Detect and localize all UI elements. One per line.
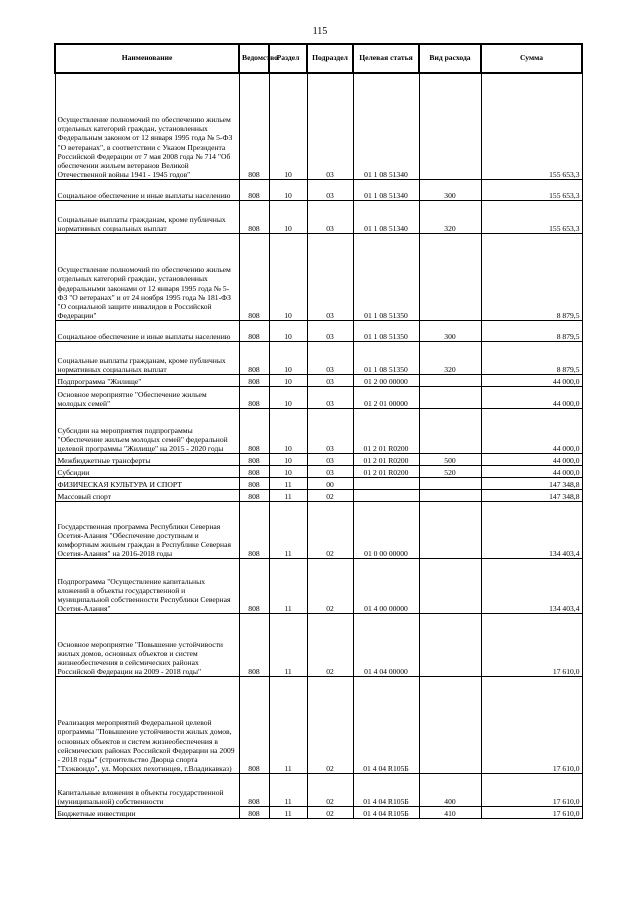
row-target: 01 4 04 R105Б [353, 677, 419, 774]
row-subsection: 02 [307, 677, 353, 774]
budget-table [54, 43, 583, 819]
table-row [55, 614, 582, 677]
column-header-dept: Ведомство [239, 44, 269, 73]
table-row [55, 454, 582, 466]
row-sum: 8 879,5 [481, 234, 582, 321]
row-subsection: 03 [307, 454, 353, 466]
row-sum: 155 653,3 [481, 73, 582, 180]
row-name: Реализация мероприятий Федеральной целевой программы "Повышение устойчивости жилых домов, основных объектов и систем жизнеобеспечения в сейсмических районах Российской Федерации на 2009 - 2018 годы" (строительство Дворца спорта "Тхэквондо", ул. Морских пехотинцев, г.Владикавказ) [55, 677, 239, 774]
row-target: 01 2 01 R0200 [353, 466, 419, 478]
row-dept: 808 [239, 375, 269, 387]
row-type: 300 [419, 321, 481, 342]
row-name: Бюджетные инвестиции [55, 807, 239, 819]
row-target: 01 1 08 51340 [353, 180, 419, 201]
row-sum: 44 000,0 [481, 387, 582, 409]
row-type [419, 478, 481, 490]
row-section: 10 [269, 234, 307, 321]
table-row [55, 73, 582, 180]
row-type: 320 [419, 201, 481, 234]
row-dept: 808 [239, 490, 269, 502]
table-row [55, 774, 582, 807]
row-target: 01 1 08 51340 [353, 73, 419, 180]
row-type: 320 [419, 342, 481, 375]
row-subsection: 03 [307, 201, 353, 234]
row-target [353, 490, 419, 502]
row-target: 01 1 08 51340 [353, 201, 419, 234]
column-header-section: Раздел [269, 44, 307, 73]
row-type [419, 559, 481, 614]
row-section: 10 [269, 466, 307, 478]
table-header-row [55, 44, 582, 73]
row-name: Субсидии [55, 466, 239, 478]
table-row [55, 342, 582, 375]
row-section: 11 [269, 478, 307, 490]
row-section: 10 [269, 342, 307, 375]
page-number: 115 [312, 26, 328, 37]
column-header-subsection: Подраздел [307, 44, 353, 73]
table-row [55, 559, 582, 614]
row-section: 11 [269, 807, 307, 819]
row-subsection: 00 [307, 478, 353, 490]
row-section: 10 [269, 180, 307, 201]
row-sum: 155 653,3 [481, 180, 582, 201]
row-type [419, 234, 481, 321]
row-dept: 808 [239, 677, 269, 774]
row-type [419, 375, 481, 387]
row-subsection: 03 [307, 180, 353, 201]
row-subsection: 02 [307, 502, 353, 559]
table-row [55, 180, 582, 201]
row-target: 01 0 00 00000 [353, 502, 419, 559]
table-row [55, 677, 582, 774]
row-dept: 808 [239, 73, 269, 180]
table-row [55, 478, 582, 490]
row-section: 11 [269, 559, 307, 614]
row-section: 10 [269, 409, 307, 454]
row-subsection: 02 [307, 559, 353, 614]
row-dept: 808 [239, 502, 269, 559]
row-type [419, 614, 481, 677]
row-sum: 17 610,0 [481, 614, 582, 677]
row-name: Капитальные вложения в объекты государственной (муниципальной) собственности [55, 774, 239, 807]
row-sum: 8 879,5 [481, 342, 582, 375]
row-target: 01 4 00 00000 [353, 559, 419, 614]
row-sum: 134 403,4 [481, 559, 582, 614]
row-section: 10 [269, 454, 307, 466]
row-subsection: 03 [307, 466, 353, 478]
row-name: Социальное обеспечение и иные выплаты населению [55, 180, 239, 201]
row-type: 520 [419, 466, 481, 478]
column-header-name: Наименование [55, 44, 239, 73]
row-name: Государственная программа Республики Северная Осетия-Алания "Обеспечение доступным и комфортным жильем граждан в Республике Северная Осетия-Алания" на 2016-2018 годы [55, 502, 239, 559]
table-row [55, 807, 582, 819]
row-type [419, 677, 481, 774]
table-row [55, 466, 582, 478]
row-subsection: 02 [307, 774, 353, 807]
row-type: 410 [419, 807, 481, 819]
row-dept: 808 [239, 454, 269, 466]
row-name: Межбюджетные трансферты [55, 454, 239, 466]
table-row [55, 409, 582, 454]
row-target: 01 1 08 51350 [353, 234, 419, 321]
row-name: Социальное обеспечение и иные выплаты населению [55, 321, 239, 342]
row-sum: 155 653,3 [481, 201, 582, 234]
row-sum: 134 403,4 [481, 502, 582, 559]
row-target: 01 4 04 R105Б [353, 774, 419, 807]
row-section: 10 [269, 387, 307, 409]
row-dept: 808 [239, 559, 269, 614]
row-dept: 808 [239, 614, 269, 677]
row-name: Осуществление полномочий по обеспечению жильем отдельных категорий граждан, установленных Федеральным законом от 12 января 1995 года № 5-ФЗ "О ветеранах", в соответствии с Указом Президента Российской Федерации от 7 мая 2008 года № 714 "Об обеспечении жильем ветеранов Великой Отечественной войны 1941 - 1945 годов" [55, 73, 239, 180]
row-sum: 44 000,0 [481, 375, 582, 387]
row-sum: 44 000,0 [481, 454, 582, 466]
row-subsection: 03 [307, 321, 353, 342]
row-sum: 17 610,0 [481, 807, 582, 819]
column-header-type: Вид расхода [419, 44, 481, 73]
column-header-target: Целевая статья [353, 44, 419, 73]
row-name: Субсидии на мероприятия подпрограммы "Обеспечение жильем молодых семей" федеральной целевой программы "Жилище" на 2015 - 2020 годы [55, 409, 239, 454]
row-dept: 808 [239, 774, 269, 807]
row-sum: 44 000,0 [481, 409, 582, 454]
row-name: Социальные выплаты гражданам, кроме публичных нормативных социальных выплат [55, 342, 239, 375]
row-section: 10 [269, 73, 307, 180]
row-subsection: 03 [307, 342, 353, 375]
row-subsection: 02 [307, 490, 353, 502]
row-dept: 808 [239, 342, 269, 375]
row-dept: 808 [239, 409, 269, 454]
row-sum: 147 348,8 [481, 490, 582, 502]
row-name: Осуществление полномочий по обеспечению жильем отдельных категорий граждан, установленных федеральными законами от 12 января 1995 года № 5-ФЗ "О ветеранах" и от 24 ноября 1995 года № 181-ФЗ "О социальной защите инвалидов в Российской Федерации" [55, 234, 239, 321]
row-target: 01 4 04 R105Б [353, 807, 419, 819]
row-dept: 808 [239, 478, 269, 490]
row-subsection: 03 [307, 387, 353, 409]
row-type: 300 [419, 180, 481, 201]
row-type [419, 490, 481, 502]
row-section: 11 [269, 614, 307, 677]
row-target: 01 2 01 R0200 [353, 409, 419, 454]
row-target: 01 2 00 00000 [353, 375, 419, 387]
column-header-sum: Сумма [481, 44, 582, 73]
row-sum: 17 610,0 [481, 774, 582, 807]
row-target: 01 1 08 51350 [353, 342, 419, 375]
row-sum: 147 348,8 [481, 478, 582, 490]
row-name: Массовый спорт [55, 490, 239, 502]
row-target: 01 2 01 00000 [353, 387, 419, 409]
row-dept: 808 [239, 807, 269, 819]
table-row [55, 234, 582, 321]
row-dept: 808 [239, 234, 269, 321]
row-name: Основное мероприятие "Обеспечение жильем молодых семей" [55, 387, 239, 409]
table-row [55, 375, 582, 387]
row-sum: 8 879,5 [481, 321, 582, 342]
row-section: 10 [269, 375, 307, 387]
row-type [419, 502, 481, 559]
row-target: 01 4 04 00000 [353, 614, 419, 677]
table-row [55, 201, 582, 234]
table-row [55, 321, 582, 342]
row-section: 11 [269, 774, 307, 807]
table-body [55, 73, 582, 819]
row-section: 10 [269, 321, 307, 342]
row-subsection: 03 [307, 234, 353, 321]
row-subsection: 03 [307, 73, 353, 180]
row-type: 500 [419, 454, 481, 466]
row-subsection: 02 [307, 614, 353, 677]
row-dept: 808 [239, 180, 269, 201]
row-target [353, 478, 419, 490]
row-name: Социальные выплаты гражданам, кроме публичных нормативных социальных выплат [55, 201, 239, 234]
row-name: Подпрограмма "Осуществление капитальных вложений в объекты государственной и муниципальной собственности Республики Северная Осетия-Алания" [55, 559, 239, 614]
row-dept: 808 [239, 466, 269, 478]
row-section: 11 [269, 677, 307, 774]
row-target: 01 2 01 R0200 [353, 454, 419, 466]
row-sum: 17 610,0 [481, 677, 582, 774]
row-dept: 808 [239, 201, 269, 234]
row-section: 10 [269, 201, 307, 234]
row-dept: 808 [239, 387, 269, 409]
row-sum: 44 000,0 [481, 466, 582, 478]
row-type [419, 387, 481, 409]
row-type: 400 [419, 774, 481, 807]
row-name: Основное мероприятие "Повышение устойчивости жилых домов, основных объектов и систем жизнеобеспечения в сейсмических районах Российской Федерации на 2009 - 2018 годы" [55, 614, 239, 677]
row-name: ФИЗИЧЕСКАЯ КУЛЬТУРА И СПОРТ [55, 478, 239, 490]
table-row [55, 387, 582, 409]
row-subsection: 02 [307, 807, 353, 819]
table-row [55, 490, 582, 502]
row-type [419, 409, 481, 454]
table-row [55, 502, 582, 559]
row-type [419, 73, 481, 180]
row-name: Подпрограмма "Жилище" [55, 375, 239, 387]
row-subsection: 03 [307, 375, 353, 387]
row-subsection: 03 [307, 409, 353, 454]
row-section: 11 [269, 502, 307, 559]
row-target: 01 1 08 51350 [353, 321, 419, 342]
row-dept: 808 [239, 321, 269, 342]
row-section: 11 [269, 490, 307, 502]
